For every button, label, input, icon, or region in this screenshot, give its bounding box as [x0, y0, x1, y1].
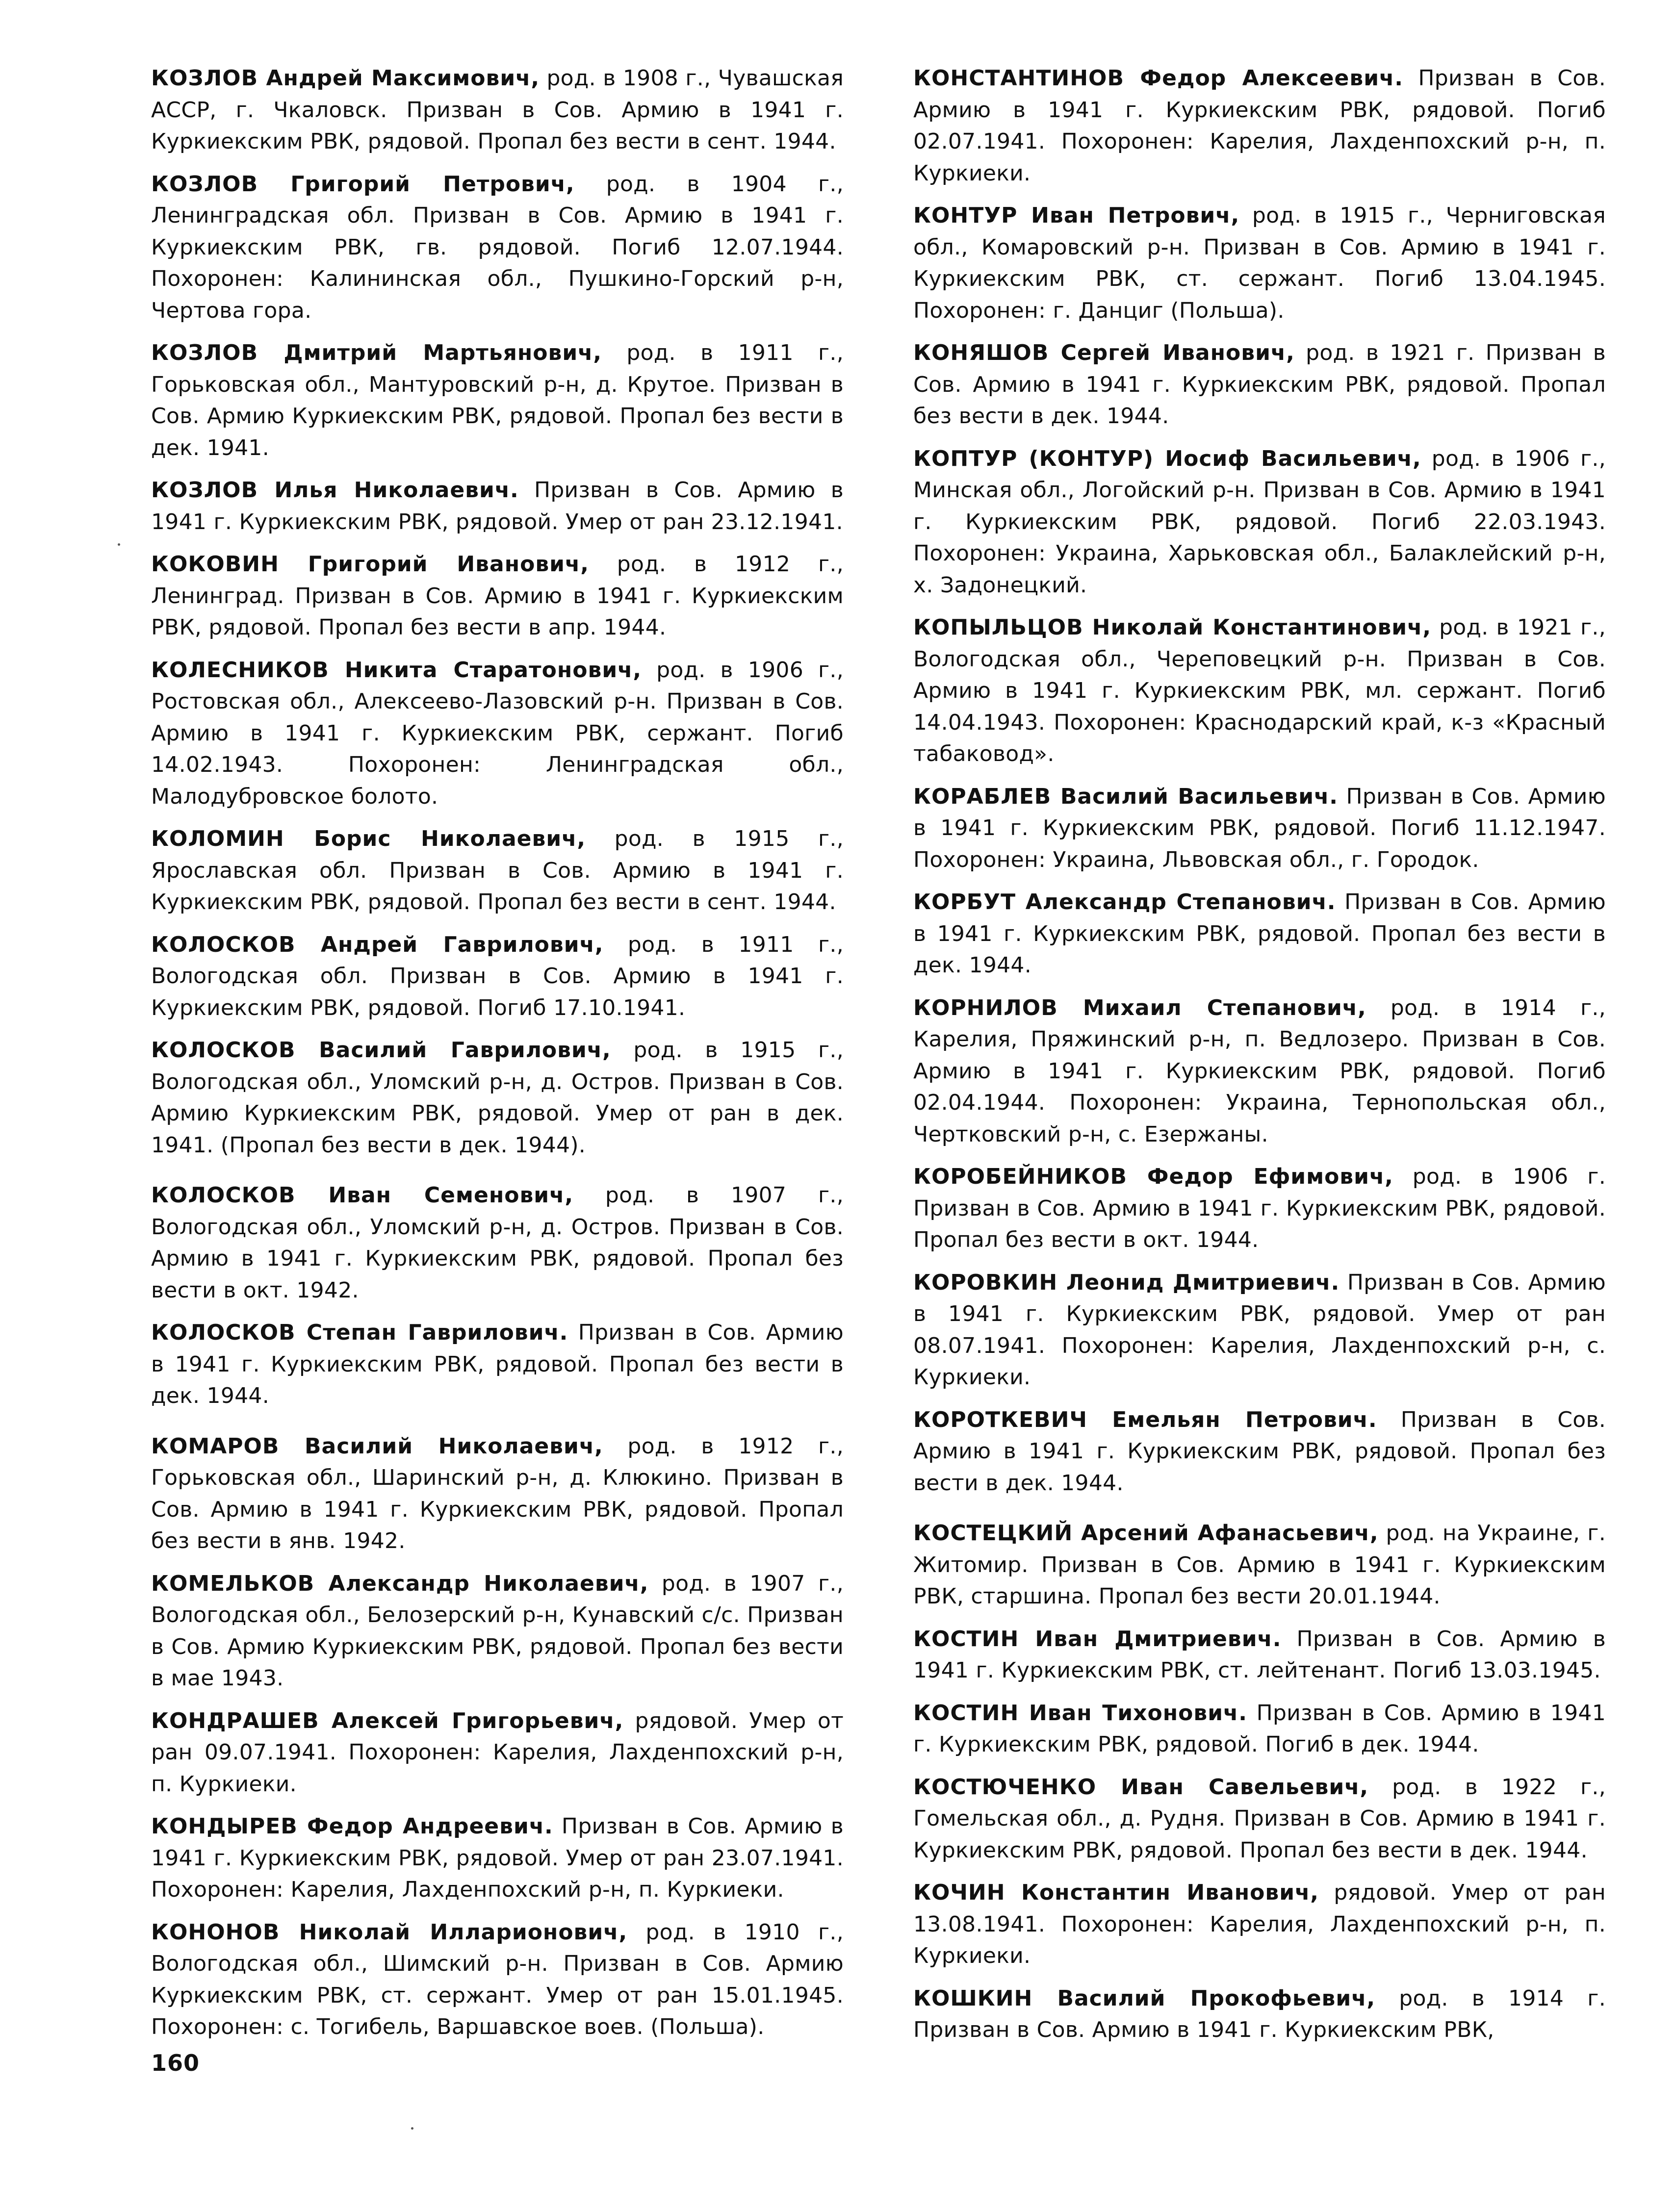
entry-name: КОПЫЛЬЦОВ Николай Константинович, [913, 615, 1432, 640]
entry-korobeynikov [913, 1161, 1606, 1256]
entry-kostin-ivan-t [913, 1698, 1606, 1761]
entry-name: КОСТИН Иван Дмитриевич. [913, 1626, 1282, 1652]
entry-kolesnikov [151, 655, 844, 813]
entry-name: КОЗЛОВ Илья Николаевич. [151, 478, 519, 503]
entry-kozlov-andrey [151, 63, 844, 158]
entry-text: род. в 1911 г., Горьковская обл., Мантуровский р-н, д. Крутое. Призван в Сов. Армию Куркиекским РВК, рядовой. Пропал без вести в дек. 1941. [151, 340, 844, 460]
entry-name: КОЛОСКОВ Андрей Гаврилович, [151, 932, 604, 957]
entry-text: рядовой. Умер от ран 13.08.1941. Похоронен: Карелия, Лахденпохский р-н, п. Куркиеки. [913, 1880, 1606, 1968]
entry-kostyuchenko [913, 1772, 1606, 1867]
entry-name: КОРБУТ Александр Степанович. [913, 890, 1336, 915]
entry-text: род. в 1921 г. Призван в Сов. Армию в 1941 г. Куркиекским РВК, рядовой. Пропал без вести в дек. 1944. [913, 340, 1606, 429]
entry-koshkin [913, 1983, 1606, 2046]
entry-name: КОСТЮЧЕНКО Иван Савельевич, [913, 1774, 1369, 1800]
entry-text: род. в 1912 г., Ленинград. Призван в Сов. Армию в 1941 г. Куркиекским РВК, рядовой. Пропал без вести в апр. 1944. [151, 552, 844, 640]
entry-text: Призван в Сов. Армию в 1941 г. Куркиекским РВК, рядовой. Умер от ран 23.07.1941. Похоронен: Карелия, Лахденпохский р-н, п. Куркиеки. [151, 1814, 844, 1902]
entry-text: род. в 1906 г., Минская обл., Логойский р-н. Призван в Сов. Армию в 1941 г. Куркиекским РВК, рядовой. Погиб 22.03.1943. Похоронен: Украина, Харьковская обл., Балаклейский р-н, х. Задонецкий. [913, 446, 1606, 598]
entry-name: КОМЕЛЬКОВ Александр Николаевич, [151, 1571, 649, 1596]
entry-kozlov-grigoriy [151, 169, 844, 327]
entry-text: Призван в Сов. Армию в 1941 г. Куркиекским РВК, рядовой. Пропал без вести в дек. 1944. [913, 890, 1606, 978]
entry-konyashov [913, 337, 1606, 432]
entry-text: род. на Украине, г. Житомир. Призван в Сов. Армию в 1941 г. Куркиекским РВК, старшина. Пропал без вести 20.01.1944. [913, 1521, 1606, 1609]
entry-text: род. в 1906 г. Призван в Сов. Армию в 1941 г. Куркиекским РВК, рядовой. Пропал без вести в окт. 1944. [913, 1164, 1606, 1252]
entry-text: Призван в Сов. Армию в 1941 г. Куркиекским РВК, рядовой. Пропал без вести в дек. 1944. [151, 1320, 844, 1408]
entry-kokovin [151, 549, 844, 644]
entry-korbut [913, 887, 1606, 982]
entry-korovkin [913, 1267, 1606, 1394]
entry-name: КОНДЫРЕВ Федор Андреевич. [151, 1814, 553, 1839]
entry-konstantinov [913, 63, 1606, 189]
entry-name: КОПТУР (КОНТУР) Иосиф Васильевич, [913, 446, 1421, 471]
entry-name: КОШКИН Василий Прокофьевич, [913, 1985, 1376, 2011]
entry-text: род. в 1910 г., Вологодская обл., Шимский р-н. Призван в Сов. Армию Куркиекским РВК, ст. сержант. Умер от ран 15.01.1945. Похоронен: с. Тогибель, Варшавское воев. (Польша). [151, 1919, 844, 2039]
entry-kontur-ivan [913, 200, 1606, 327]
entry-text: род. в 1906 г., Ростовская обл., Алексеево-Лазовский р-н. Призван в Сов. Армию в 1941 г. Куркиекским РВК, сержант. Погиб 14.02.1943. Похоронен: Ленинградская обл., Малодубровское болото. [151, 657, 844, 809]
entry-kozlov-dmitriy [151, 337, 844, 464]
entry-kondrashev [151, 1705, 844, 1801]
entry-text: род. в 1907 г., Вологодская обл., Уломский р-н, д. Остров. Призван в Сов. Армию в 1941 г. Куркиекским РВК, рядовой. Пропал без вести в окт. 1942. [151, 1183, 844, 1303]
entry-name: КОРОБЕЙНИКОВ Федор Ефимович, [913, 1164, 1393, 1189]
entry-korablev [913, 781, 1606, 876]
entry-name: КОКОВИН Григорий Иванович, [151, 552, 589, 577]
entry-kochin [913, 1877, 1606, 1972]
entry-text: род. в 1914 г., Карелия, Пряжинский р-н, п. Ведлозеро. Призван в Сов. Армию в 1941 г. Куркиекским РВК, рядовой. Погиб 02.04.1944. Похоронен: Украина, Тернопольская обл., Чертковский р-н, с. Езержаны. [913, 995, 1606, 1147]
entry-text: род. в 1912 г., Горьковская обл., Шаринский р-н, д. Клюкино. Призван в Сов. Армию в 1941 г. Куркиекским РВК, рядовой. Пропал без вести в янв. 1942. [151, 1433, 844, 1553]
entry-kolomin [151, 823, 844, 918]
entry-name: КОЗЛОВ Григорий Петрович, [151, 171, 575, 197]
entry-text: род. в 1921 г., Вологодская обл., Череповецкий р-н. Призван в Сов. Армию в 1941 г. Куркиекским РВК, мл. сержант. Погиб 14.04.1943. Похоронен: Краснодарский край, к-з «Красный табаковод». [913, 615, 1606, 766]
entry-name: КОЛОСКОВ Степан Гаврилович. [151, 1320, 568, 1345]
entry-name: КОРОТКЕВИЧ Емельян Петрович. [913, 1407, 1377, 1432]
entry-name: КОНОНОВ Николай Илларионович, [151, 1919, 628, 1945]
entry-kornilov [913, 992, 1606, 1151]
entry-text: род. в 1922 г., Гомельская обл., д. Рудня. Призван в Сов. Армию в 1941 г. Куркиекским РВК, рядовой. Пропал без вести в дек. 1944. [913, 1774, 1606, 1863]
entry-koloskov-stepan [151, 1317, 844, 1412]
entry-kozlov-ilya [151, 475, 844, 538]
entry-text: род. в 1915 г., Вологодская обл., Уломский р-н, д. Остров. Призван в Сов. Армию Куркиекским РВК, рядовой. Умер от ран в дек. 1941. (Пропал без вести в дек. 1944). [151, 1038, 844, 1158]
entry-name: КОНДРАШЕВ Алексей Григорьевич, [151, 1708, 624, 1733]
entry-name: КОЛОСКОВ Василий Гаврилович, [151, 1038, 611, 1063]
entry-text: род. в 1907 г., Вологодская обл., Белозерский р-н, Кунавский с/с. Призван в Сов. Армию Куркиекским РВК, рядовой. Пропал без вести в мае 1943. [151, 1571, 844, 1691]
entry-text: Призван в Сов. Армию в 1941 г. Куркиекским РВК, рядовой. Умер от ран 08.07.1941. Похоронен: Карелия, Лахденпохский р-н, с. Куркиеки. [913, 1270, 1606, 1390]
entry-text: род. в 1915 г., Черниговская обл., Комаровский р-н. Призван в Сов. Армию в 1941 г. Куркиекским РВК, ст. сержант. Погиб 13.04.1945. Похоронен: г. Данциг (Польша). [913, 203, 1606, 323]
entry-koptur [913, 443, 1606, 602]
entry-name: КОЛЕСНИКОВ Никита Старатонович, [151, 657, 642, 683]
entry-text: Призван в Сов. Армию в 1941 г. Куркиекским РВК, рядовой. Умер от ран 23.12.1941. [151, 478, 844, 534]
right-column [913, 63, 1606, 2057]
entry-text: Призван в Сов. Армию в 1941 г. Куркиекским РВК, рядовой. Пропал без вести в дек. 1944. [913, 1407, 1606, 1496]
entry-komelkov [151, 1568, 844, 1695]
entry-name: КОСТЕЦКИЙ Арсений Афанасьевич, [913, 1521, 1379, 1546]
entry-name: КОРАБЛЕВ Василий Васильевич. [913, 784, 1339, 809]
entry-koloskov-ivan [151, 1180, 844, 1306]
print-speck [411, 2127, 413, 2130]
entry-kononov [151, 1917, 844, 2043]
entry-kondyrev [151, 1811, 844, 1906]
entry-name: КОСТИН Иван Тихонович. [913, 1700, 1247, 1726]
entry-name: КОРНИЛОВ Михаил Степанович, [913, 995, 1366, 1020]
entry-kostetskiy [913, 1518, 1606, 1613]
entry-name: КОМАРОВ Василий Николаевич, [151, 1433, 603, 1459]
entry-text: Призван в Сов. Армию в 1941 г. Куркиекским РВК, рядовой. Погиб 02.07.1941. Похоронен: Карелия, Лахденпохский р-н, п. Куркиеки. [913, 66, 1606, 186]
entry-name: КОРОВКИН Леонид Дмитриевич. [913, 1270, 1340, 1295]
entry-korotkevich [913, 1404, 1606, 1500]
entry-name: КОЗЛОВ Дмитрий Мартьянович, [151, 340, 602, 365]
entry-koloskov-andrey [151, 929, 844, 1024]
entry-text: род. в 1904 г., Ленинградская обл. Призван в Сов. Армию в 1941 г. Куркиекским РВК, гв. рядовой. Погиб 12.07.1944. Похоронен: Калининская обл., Пушкино-Горский р-н, Чертова гора. [151, 171, 844, 323]
entry-name: КОНТУР Иван Петрович, [913, 203, 1240, 228]
entry-name: КОЧИН Константин Иванович, [913, 1880, 1319, 1905]
page-number: 160 [151, 2050, 200, 2076]
print-speck [118, 543, 120, 546]
entry-name: КОЛОСКОВ Иван Семенович, [151, 1183, 574, 1208]
entry-text: Призван в Сов. Армию в 1941 г. Куркиекским РВК, рядовой. Погиб 11.12.1947. Похоронен: Украина, Львовская обл., г. Городок. [913, 784, 1606, 872]
entry-name: КОЗЛОВ Андрей Максимович, [151, 66, 540, 91]
entry-name: КОНЯШОВ Сергей Иванович, [913, 340, 1295, 365]
entry-koloskov-vasiliy [151, 1035, 844, 1161]
entry-text: род. в 1908 г., Чувашская АССР, г. Чкаловск. Призван в Сов. Армию в 1941 г. Куркиекским РВК, рядовой. Пропал без вести в сент. 1944. [151, 66, 844, 154]
entry-kostin-ivan-d [913, 1624, 1606, 1687]
entry-text: род. в 1914 г. Призван в Сов. Армию в 1941 г. Куркиекским РВК, [913, 1985, 1606, 2042]
entry-name: КОНСТАНТИНОВ Федор Алексеевич. [913, 66, 1403, 91]
entry-text: род. в 1915 г., Ярославская обл. Призван в Сов. Армию в 1941 г. Куркиекским РВК, рядовой. Пропал без вести в сент. 1944. [151, 826, 844, 915]
entry-name: КОЛОМИН Борис Николаевич, [151, 826, 586, 851]
entry-text: Призван в Сов. Армию в 1941 г. Куркиекским РВК, рядовой. Погиб в дек. 1944. [913, 1700, 1606, 1757]
entry-komarov [151, 1431, 844, 1557]
entry-text: род. в 1911 г., Вологодская обл. Призван в Сов. Армию в 1941 г. Куркиекским РВК, рядовой. Погиб 17.10.1941. [151, 932, 844, 1020]
entry-text: Призван в Сов. Армию в 1941 г. Куркиекским РВК, ст. лейтенант. Погиб 13.03.1945. [913, 1626, 1606, 1683]
entry-text: рядовой. Умер от ран 09.07.1941. Похоронен: Карелия, Лахденпохский р-н, п. Куркиеки. [151, 1708, 844, 1797]
left-column [151, 63, 844, 2054]
entry-kopyltsov [913, 612, 1606, 770]
